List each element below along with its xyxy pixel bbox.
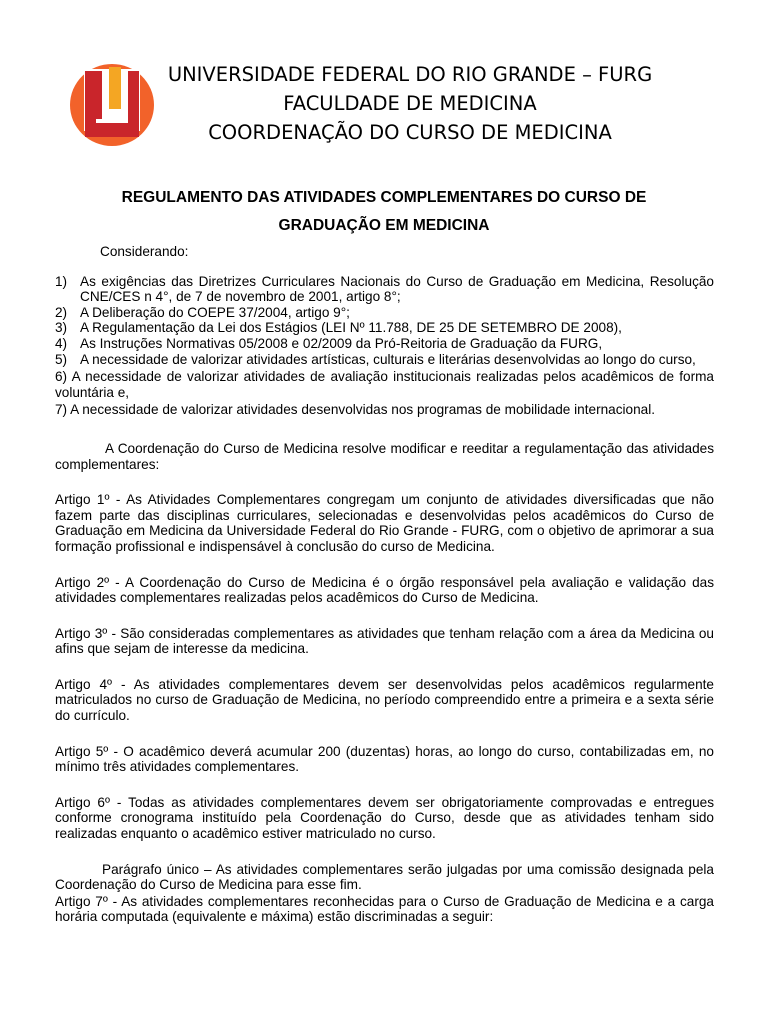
article-7: Artigo 7º - As atividades complementares reconhecidas para o Curso de Graduação de Medicina e a carga horária computada (equivalente e máxima) estão discriminadas a seguir: [55,893,714,925]
title-line-2: GRADUAÇÃO EM MEDICINA [278,217,490,234]
article-6: Artigo 6º - Todas as atividades complementares devem ser obrigatoriamente comprovadas e entregues conforme cronograma instituído pela Coordenação do Curso, desde que as atividades tenham sido realizadas enquanto o acadêmico estiver matriculado no curso. [55,794,714,842]
article-1: Artigo 1º - As Atividades Complementares congregam um conjunto de atividades diversificadas que não fazem parte das disciplinas curriculares, selecionadas e desenvolvidas pelos acadêmicos do Curso de Graduação em Medicina da Universidade Federal do Rio Grande - FURG, com o objetivo de aprimorar a sua formação profissional e indispensável à conclusão do curso de Medicina. [55,492,714,554]
list-item: 7) A necessidade de valorizar atividades desenvolvidas nos programas de mobilidade internacional. [55,402,656,418]
considerations-list [55,274,714,418]
document-title [40,184,728,240]
institution-header [140,60,680,147]
considerando-label: Considerando: [100,244,189,259]
university-name: UNIVERSIDADE FEDERAL DO RIO GRANDE – FURG [167,63,653,86]
list-item: 5) A necessidade de valorizar atividades artísticas, culturais e literárias desenvolvidas ao longo do curso, [55,351,696,367]
coordination-name: COORDENAÇÃO DO CURSO DE MEDICINA [208,121,612,144]
intro-paragraph: A Coordenação do Curso de Medicina resolve modificar e reeditar a regulamentação das atividades complementares: [55,440,714,472]
list-item: 4) As Instruções Normativas 05/2008 e 02/2009 da Pró-Reitoria de Graduação da FURG, [55,335,603,351]
paragrafo-unico: Parágrafo único – As atividades complementares serão julgadas por uma comissão designada pela Coordenação do Curso de Medicina para esse fim. [55,861,714,893]
article-5: Artigo 5º - O acadêmico deverá acumular 200 (duzentas) horas, ao longo do curso, contabilizadas em, no mínimo três atividades complementares. [55,743,714,775]
title-line-1: REGULAMENTO DAS ATIVIDADES COMPLEMENTARES DO CURSO DE [121,189,647,206]
list-item: 1) As exigências das Diretrizes Curriculares Nacionais do Curso de Graduação em Medicina, Resolução CNE/CES n 4°, de 7 de novembro de 2001, artigo 8°; [55,273,714,305]
article-3: Artigo 3º - São consideradas complementares as atividades que tenham relação com a área da Medicina ou afins que sejam de interesse da medicina. [55,625,714,657]
faculty-name: FACULDADE DE MEDICINA [283,92,537,115]
list-item: 6) A necessidade de valorizar atividades de avaliação institucionais realizadas pelos acadêmicos de forma voluntária e, [55,369,714,400]
list-item: 3) A Regulamentação da Lei dos Estágios (LEI Nº 11.788, DE 25 DE SETEMBRO DE 2008), [55,320,622,336]
document-body [55,244,714,925]
article-4: Artigo 4º - As atividades complementares devem ser desenvolvidas pelos acadêmicos regularmente matriculados no curso de Graduação de Medicina, no período compreendido entre a primeira e a sexta série do currículo. [55,676,714,724]
article-2: Artigo 2º - A Coordenação do Curso de Medicina é o órgão responsável pela avaliação e validação das atividades complementares realizadas pelos acadêmicos do Curso de Medicina. [55,574,714,606]
list-item: 2) A Deliberação do COEPE 37/2004, artigo 9°; [55,304,350,320]
